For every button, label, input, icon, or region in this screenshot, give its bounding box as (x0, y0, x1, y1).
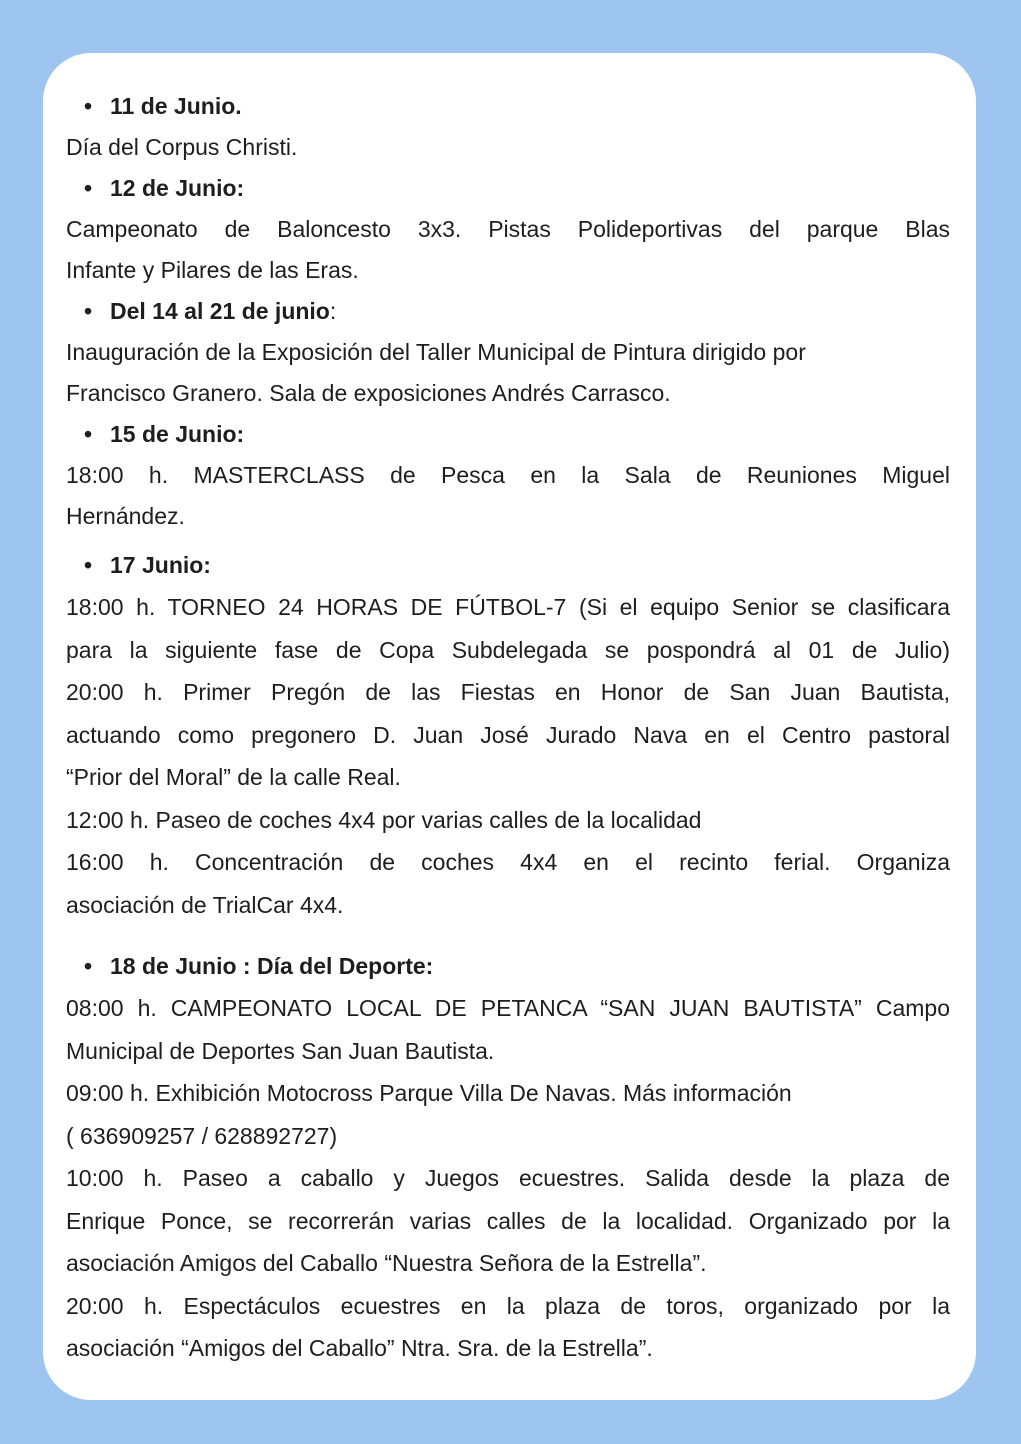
section-heading-june-11: • 11 de Junio. (66, 86, 950, 127)
event-schedule (66, 86, 950, 1370)
section-text: Campeonato de Baloncesto 3x3. Pistas Polideportivas del parque Blas Infante y Pilares de las Eras. (66, 216, 950, 283)
bullet-icon: • (84, 93, 93, 119)
section-heading-june-18: • 18 de Junio : Día del Deporte: (66, 946, 950, 987)
section-text: Inauguración de la Exposición del Taller Municipal de Pintura dirigido por Francisco Granero. Sala de exposiciones Andrés Carrasco. (66, 339, 806, 406)
bullet-icon: • (84, 298, 93, 324)
bullet-icon: • (84, 421, 93, 447)
section-heading-june-17: • 17 Junio: (66, 545, 950, 586)
bullet-icon: • (84, 175, 93, 201)
section-text: Día del Corpus Christi. (66, 134, 298, 160)
bullet-icon: • (84, 953, 93, 979)
section-text: 08:00 h. CAMPEONATO LOCAL DE PETANCA “SAN JUAN BAUTISTA” Campo Municipal de Deportes San Juan Bautista. 09:00 h. Exhibición Motocross Parque Villa De Navas. Más información ( 636909257 / 628892727) 10:00 h. Paseo a caballo y Juegos ecuestres. Salida desde la plaza de Enrique Ponce, se recorrerán varias calles de la localidad. Organizado por la asociación Amigos del Caballo “Nuestra Señora de la Estrella”. 20:00 h. Espectáculos ecuestres en la plaza de toros, organizado por la asociación “Amigos del Caballo” Ntra. Sra. de la Estrella”. (66, 995, 950, 1361)
section-text: 18:00 h. MASTERCLASS de Pesca en la Sala de Reuniones Miguel Hernández. (66, 462, 950, 529)
section-heading-june-14-21: • Del 14 al 21 de junio: (66, 291, 950, 332)
section-heading-june-15: • 15 de Junio: (66, 414, 950, 455)
bullet-icon: • (84, 552, 93, 578)
section-heading-june-12: • 12 de Junio: (66, 168, 950, 209)
section-text: 18:00 h. TORNEO 24 HORAS DE FÚTBOL-7 (Si el equipo Senior se clasificara para la siguiente fase de Copa Subdelegada se pospondrá al 01 de Julio) 20:00 h. Primer Pregón de las Fiestas en Honor de San Juan Bautista, actuando como pregonero D. Juan José Jurado Nava en el Centro pastoral “Prior del Moral” de la calle Real. 12:00 h. Paseo de coches 4x4 por varias calles de la localidad 16:00 h. Concentración de coches 4x4 en el recinto ferial. Organiza asociación de TrialCar 4x4. (66, 594, 950, 918)
